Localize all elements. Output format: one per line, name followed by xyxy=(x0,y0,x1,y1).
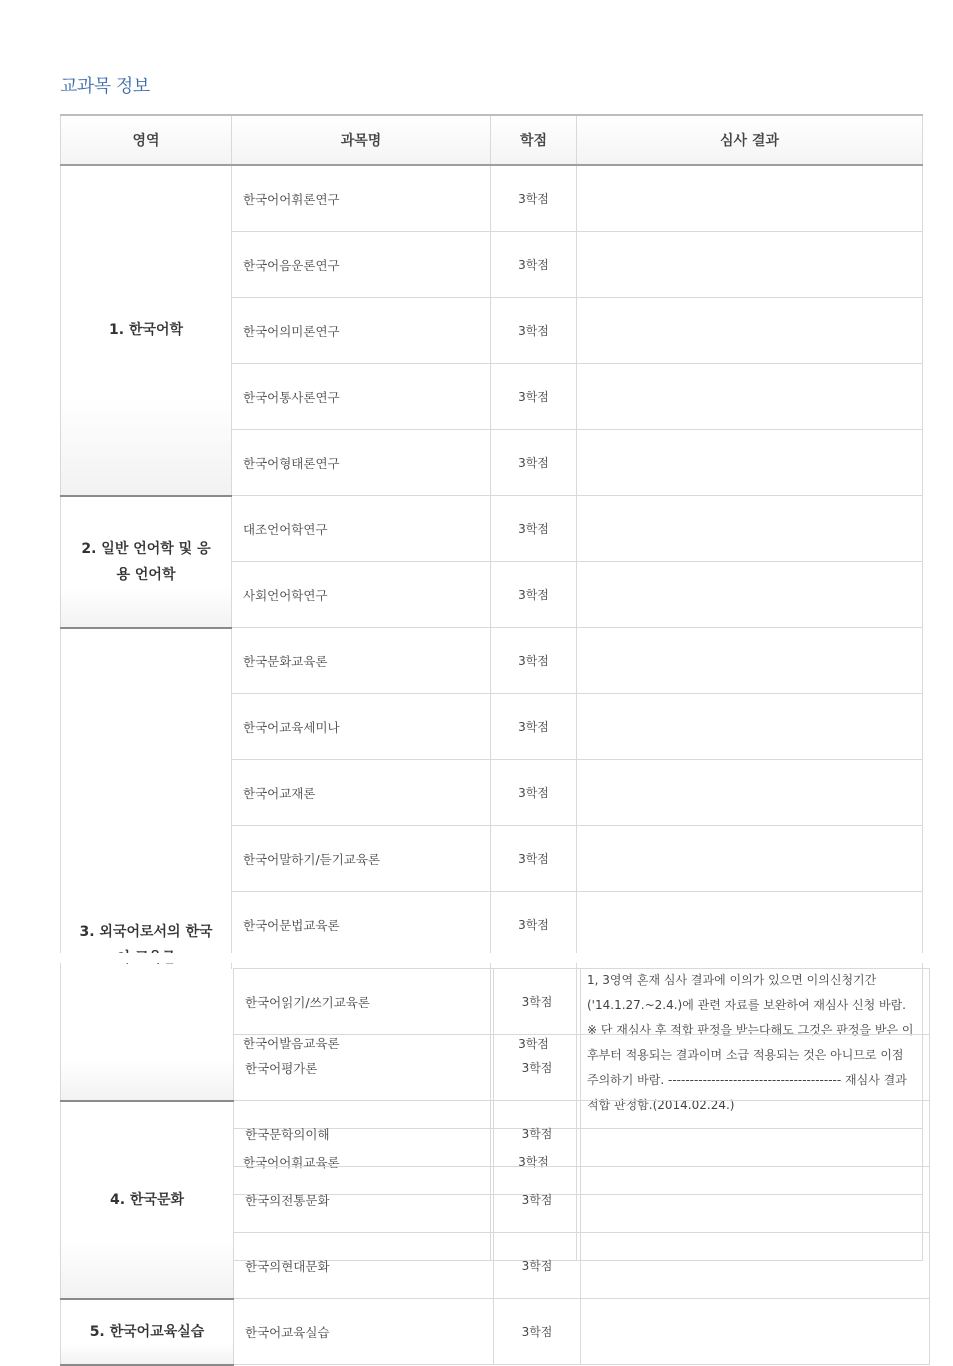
course-name: 한국어문법교육론 xyxy=(232,892,491,958)
page-break-gap xyxy=(0,953,953,963)
course-credit: 3학점 xyxy=(494,1035,581,1101)
course-name: 한국어평가론 xyxy=(234,1035,494,1101)
course-credit: 3학점 xyxy=(494,1233,581,1299)
course-credit: 3학점 xyxy=(491,562,577,628)
area-cell: 1. 한국어학 xyxy=(61,165,232,496)
review-result xyxy=(581,1101,930,1167)
course-name: 한국어어휘론연구 xyxy=(232,165,491,232)
review-result xyxy=(581,1035,930,1101)
course-name: 한국의현대문화 xyxy=(234,1233,494,1299)
review-result xyxy=(577,562,923,628)
review-result xyxy=(577,628,923,694)
course-name: 한국어발음교육론 xyxy=(232,958,491,1129)
course-name: 한국어교재론 xyxy=(232,760,491,826)
review-result xyxy=(581,1167,930,1233)
course-credit: 3학점 xyxy=(491,694,577,760)
course-name: 한국어읽기/쓰기교육론 xyxy=(234,969,494,1035)
course-credit: 3학점 xyxy=(491,364,577,430)
review-result xyxy=(577,826,923,892)
course-credit: 3학점 xyxy=(494,1101,581,1167)
review-result xyxy=(577,892,923,958)
area-cell: 4. 한국문화 xyxy=(61,1101,234,1299)
section-title: 교과목 정보 xyxy=(60,76,150,97)
course-credit: 3학점 xyxy=(494,969,581,1035)
course-credit: 3학점 xyxy=(491,298,577,364)
review-result xyxy=(581,969,930,1035)
course-credit: 3학점 xyxy=(491,1129,577,1195)
course-table-bottom xyxy=(60,968,930,1366)
area-cell: 5. 한국어교육실습 xyxy=(61,1299,234,1365)
course-credit: 3학점 xyxy=(491,496,577,562)
course-name: 한국어어휘교육론 xyxy=(232,1129,491,1195)
area-cell: 3. 외국어로서의 한국 xyxy=(61,628,232,1261)
review-result-note: 1, 3영역 혼재 심사 결과에 이의가 있으면 이의신청기간('14.1.27.~2.4.)에 관련 자료를 보완하여 재심사 신청 바람. ※ 단 재심사 후 적합 판정을 받는다해도 그것은 판정을 받은 이후부터 적용되는 결과이며 소급 적용되는 것은 아니므로 이점 주의하기 바람. ---------------------------------------- 재심사 결과 적합 판정함.(2014.02.24.) xyxy=(577,958,923,1129)
course-credit: 3학점 xyxy=(491,628,577,694)
course-credit: 3학점 xyxy=(491,892,577,958)
course-name: 사회언어학연구 xyxy=(232,562,491,628)
course-name: 한국어의미론연구 xyxy=(232,298,491,364)
course-name: 한국어통사론연구 xyxy=(232,364,491,430)
review-result xyxy=(577,232,923,298)
review-result xyxy=(577,298,923,364)
review-result xyxy=(577,430,923,496)
review-result xyxy=(577,165,923,232)
course-name: 한국어음운론연구 xyxy=(232,232,491,298)
header-review-result: 심사 결과 xyxy=(577,115,923,165)
course-credit: 3학점 xyxy=(491,430,577,496)
course-name: 한국문학의이해 xyxy=(234,1101,494,1167)
review-result xyxy=(577,694,923,760)
header-course-name: 과목명 xyxy=(232,115,491,165)
review-result xyxy=(577,496,923,562)
course-credit: 3학점 xyxy=(494,1167,581,1233)
review-result xyxy=(581,1299,930,1365)
course-credit: 3학점 xyxy=(491,826,577,892)
course-credit: 3학점 xyxy=(491,232,577,298)
area-cell-continued xyxy=(61,969,234,1101)
header-credit: 학점 xyxy=(491,115,577,165)
course-name: 대조언어학연구 xyxy=(232,496,491,562)
area-cell: 2. 일반 언어학 및 응용 언어학 xyxy=(61,496,232,628)
course-name: 한국어교육세미나 xyxy=(232,694,491,760)
course-name: 한국어말하기/듣기교육론 xyxy=(232,826,491,892)
course-name: 한국문화교육론 xyxy=(232,628,491,694)
header-area: 영역 xyxy=(61,115,232,165)
review-result xyxy=(577,760,923,826)
course-name: 한국어교육실습 xyxy=(234,1299,494,1365)
course-credit: 3학점 xyxy=(491,958,577,1129)
course-credit: 3학점 xyxy=(491,760,577,826)
course-name: 한국의전통문화 xyxy=(234,1167,494,1233)
course-credit: 3학점 xyxy=(491,165,577,232)
course-name: 한국어형태론연구 xyxy=(232,430,491,496)
course-credit: 3학점 xyxy=(494,1299,581,1365)
review-result xyxy=(581,1233,930,1299)
review-result xyxy=(577,364,923,430)
